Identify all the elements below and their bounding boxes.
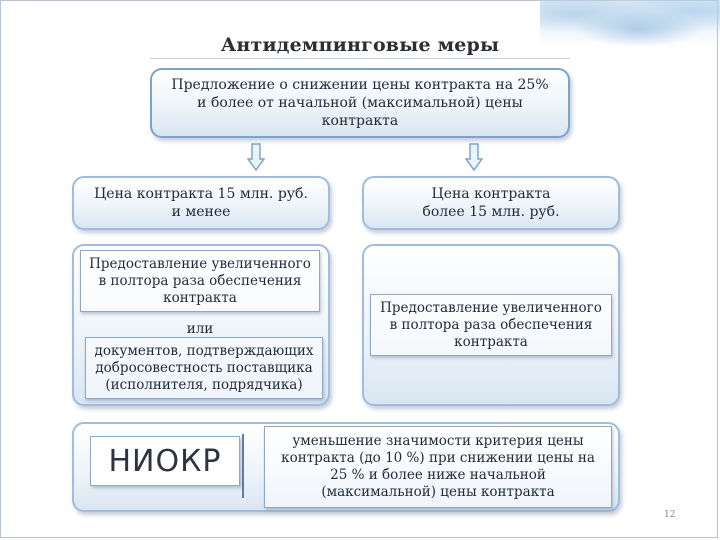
condition-low-text: Цена контракта 15 млн. руб. и менее xyxy=(94,186,308,220)
left-option-2-text: документов, подтверждающих добросовестность поставщика (исполнителя, подрядчика) xyxy=(94,342,314,393)
left-measure-option-2 xyxy=(85,337,323,399)
left-option-1-text: Предоставление увеличенного в полтора раза обеспечения контракта xyxy=(89,255,311,306)
left-measure-option-1 xyxy=(80,250,320,312)
or-separator: или xyxy=(186,321,214,337)
right-measure-text: Предоставление увеличенного в полтора раза обеспечения контракта xyxy=(380,299,602,350)
condition-high-price xyxy=(362,176,620,230)
condition-low-price xyxy=(72,176,330,230)
proposal-box xyxy=(150,68,570,138)
down-arrow-icon xyxy=(247,143,265,171)
niokr-description xyxy=(264,426,612,508)
proposal-text: Предложение о снижении цены контракта на 25% и более от начальной (максимальной) цены контракта xyxy=(171,77,549,129)
niokr-text: уменьшение значимости критерия цены контракта (до 10 %) при снижении цены на 25 % и более ниже начальной (максимальной) цены контракта xyxy=(281,433,595,500)
niokr-label: НИОКР xyxy=(90,436,240,486)
slide-title: Антидемпинговые меры xyxy=(220,34,500,56)
down-arrow-icon xyxy=(465,143,483,171)
niokr-divider xyxy=(242,434,244,498)
page-number: 12 xyxy=(664,510,676,520)
right-measure-box xyxy=(370,294,612,356)
title-divider xyxy=(150,58,570,59)
condition-high-text: Цена контракта более 15 млн. руб. xyxy=(422,186,560,220)
